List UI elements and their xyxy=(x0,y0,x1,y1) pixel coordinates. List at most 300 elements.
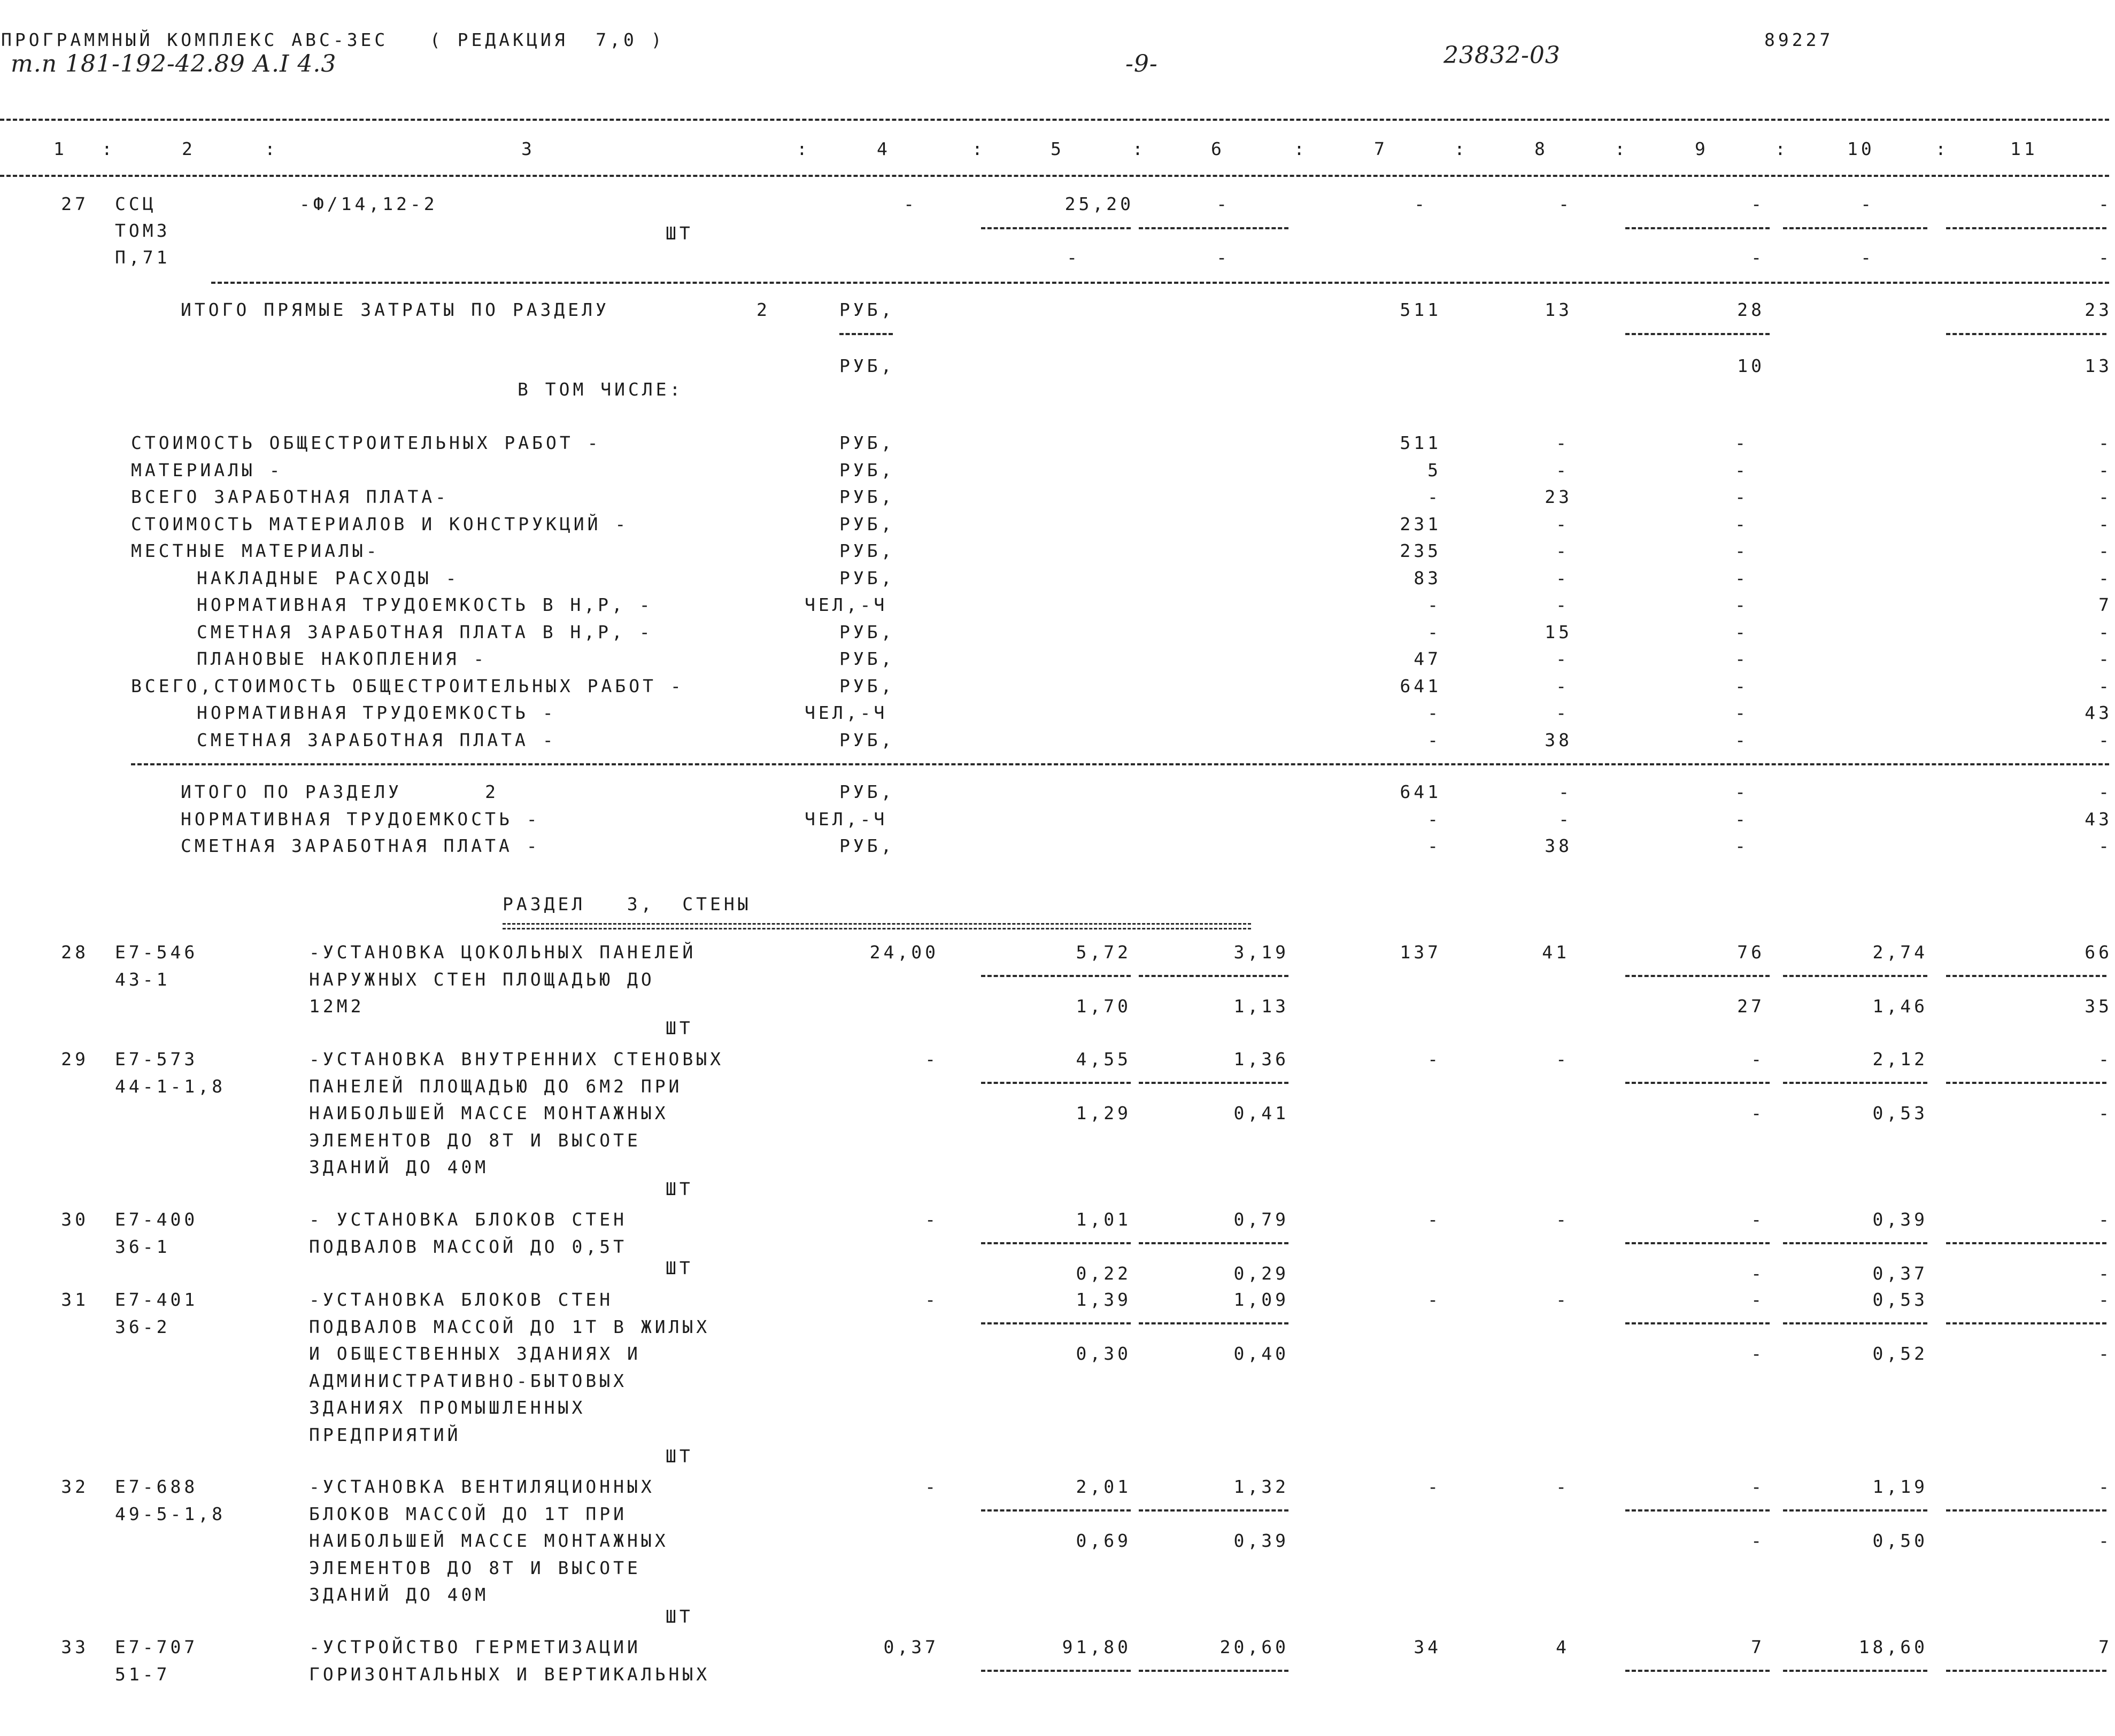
cell-divider xyxy=(981,1242,1131,1244)
cell-c7: - xyxy=(1427,1209,1441,1230)
breakdown-c11: - xyxy=(2098,621,2112,642)
item-code-line2: 43-1 xyxy=(115,968,171,990)
direct-costs-c9-lower: 10 xyxy=(1737,355,1765,376)
breakdown-c7: - xyxy=(1427,486,1441,507)
breakdown-c8: - xyxy=(1556,702,1570,723)
cell-divider xyxy=(981,1082,1131,1084)
breakdown-c7: - xyxy=(1427,702,1441,723)
cell-divider xyxy=(981,227,1131,229)
breakdown-label: СМЕТНАЯ ЗАРАБОТНАЯ ПЛАТА В Н,Р, - xyxy=(197,621,653,642)
cell-divider xyxy=(1625,1242,1770,1244)
cell-c10: 0,53 xyxy=(1872,1289,1928,1310)
cell-c7: - xyxy=(1427,1476,1441,1497)
cell-c11-lower: - xyxy=(2098,1343,2112,1364)
section-total-c9: - xyxy=(1735,781,1749,802)
section-total-c8: 38 xyxy=(1545,835,1572,856)
cell-c9: 76 xyxy=(1737,942,1765,963)
breakdown-c8: - xyxy=(1556,675,1570,696)
section-total-c11: 43 xyxy=(2085,808,2112,830)
item-code-line2: 51-7 xyxy=(115,1663,171,1685)
cell-c5: 1,39 xyxy=(1076,1289,1131,1310)
breakdown-c7: 47 xyxy=(1414,648,1441,669)
breakdown-c8: - xyxy=(1556,648,1570,669)
column-header: 2 xyxy=(182,138,196,159)
breakdown-c9: - xyxy=(1735,567,1749,588)
cell-c4: - xyxy=(925,1476,939,1497)
section-rule xyxy=(131,763,2109,765)
item-code: Е7-401 xyxy=(115,1289,198,1310)
cell-divider xyxy=(1783,1670,1927,1672)
cell-c6-lower: 0,29 xyxy=(1233,1263,1289,1284)
breakdown-unit: РУБ, xyxy=(839,486,895,507)
cell-c8: - xyxy=(1556,1476,1570,1497)
cell-c9-lower: - xyxy=(1751,1343,1765,1364)
cell-c11-lower: - xyxy=(2098,247,2112,268)
item-code-line2: 36-2 xyxy=(115,1316,171,1337)
cell-c8: - xyxy=(1556,1049,1570,1070)
item-number: 30 xyxy=(61,1209,89,1230)
item-unit: ШТ xyxy=(666,1017,693,1038)
cell-c9: - xyxy=(1751,193,1765,214)
direct-costs-c11: 23 xyxy=(2085,299,2112,320)
cell-divider xyxy=(1139,975,1288,977)
breakdown-c11: - xyxy=(2098,540,2112,561)
cell-divider xyxy=(1946,975,2106,977)
item-description-line: И ОБЩЕСТВЕННЫХ ЗДАНИЯХ И xyxy=(309,1343,641,1364)
column-separator: : xyxy=(265,138,279,159)
item-code: ССЦ xyxy=(115,193,157,214)
breakdown-c11: - xyxy=(2098,486,2112,507)
item-description-line: ЗДАНИЯХ ПРОМЫШЛЕННЫХ xyxy=(309,1397,586,1418)
cell-divider xyxy=(1625,1670,1770,1672)
cell-divider xyxy=(1783,1242,1927,1244)
cell-c10: 1,19 xyxy=(1872,1476,1928,1497)
cell-c4: - xyxy=(925,1289,939,1310)
column-header: 9 xyxy=(1695,138,1709,159)
breakdown-label: НАКЛАДНЫЕ РАСХОДЫ - xyxy=(197,567,460,588)
breakdown-unit: РУБ, xyxy=(839,729,895,750)
cell-c6: 3,19 xyxy=(1233,942,1289,963)
breakdown-label: ВСЕГО,СТОИМОСТЬ ОБЩЕСТРОИТЕЛЬНЫХ РАБОТ - xyxy=(131,675,684,696)
cell-c9-lower: 27 xyxy=(1737,996,1765,1017)
breakdown-unit: РУБ, xyxy=(839,540,895,561)
cell-c9: - xyxy=(1751,1289,1765,1310)
column-separator: : xyxy=(1132,138,1146,159)
cell-c5: 4,55 xyxy=(1076,1049,1131,1070)
breakdown-c9: - xyxy=(1735,432,1749,453)
cell-c8: 41 xyxy=(1542,942,1570,963)
cell-divider xyxy=(1946,1322,2106,1324)
breakdown-c8: 38 xyxy=(1545,729,1572,750)
column-header: 3 xyxy=(521,138,535,159)
breakdown-c9: - xyxy=(1735,459,1749,480)
section-total-c7: - xyxy=(1427,808,1441,830)
item-description-line: ЗДАНИЙ ДО 40М xyxy=(309,1157,489,1177)
breakdown-unit: РУБ, xyxy=(839,432,895,453)
cell-divider xyxy=(1946,1242,2106,1244)
cell-c9-lower: - xyxy=(1751,247,1765,268)
cell-divider xyxy=(1946,1509,2106,1512)
breakdown-c9: - xyxy=(1735,594,1749,615)
item-code-line2: 36-1 xyxy=(115,1236,171,1257)
item-description-line: -УСТАНОВКА ЦОКОЛЬНЫХ ПАНЕЛЕЙ xyxy=(309,942,697,963)
cell-c4: - xyxy=(904,193,917,214)
cell-c5-lower: 1,70 xyxy=(1076,996,1131,1017)
section-total-c8: - xyxy=(1558,781,1572,802)
cell-c9-lower: - xyxy=(1751,1263,1765,1284)
breakdown-unit: РУБ, xyxy=(839,513,895,534)
cell-divider xyxy=(1625,1082,1770,1084)
column-separator: : xyxy=(1935,138,1949,159)
cell-c9: - xyxy=(1751,1209,1765,1230)
item-description-line: ЭЛЕМЕНТОВ ДО 8Т И ВЫСОТЕ xyxy=(309,1129,641,1151)
cell-c6-lower: 1,13 xyxy=(1233,996,1289,1017)
breakdown-label: НОРМАТИВНАЯ ТРУДОЕМКОСТЬ В Н,Р, - xyxy=(197,594,653,615)
column-header: 7 xyxy=(1374,138,1388,159)
cell-divider xyxy=(1946,333,2106,335)
breakdown-c11: - xyxy=(2098,513,2112,534)
item-description-line: - УСТАНОВКА БЛОКОВ СТЕН xyxy=(309,1209,627,1230)
direct-costs-section: 2 xyxy=(757,299,770,320)
breakdown-unit: РУБ, xyxy=(839,675,895,696)
cell-c4: - xyxy=(925,1049,939,1070)
item-unit: ШТ xyxy=(666,1178,693,1199)
cell-c5: 25,20 xyxy=(1064,193,1134,214)
breakdown-c7: - xyxy=(1427,729,1441,750)
item-unit: ШТ xyxy=(666,1258,693,1278)
column-header: 8 xyxy=(1534,138,1548,159)
cell-c10-lower: 0,52 xyxy=(1872,1343,1928,1364)
cell-divider xyxy=(1139,1242,1288,1244)
column-separator: : xyxy=(1454,138,1468,159)
cell-c11-lower: - xyxy=(2098,1103,2112,1123)
cell-divider xyxy=(1139,1322,1288,1324)
breakdown-c9: - xyxy=(1735,540,1749,561)
breakdown-c8: 15 xyxy=(1545,621,1572,642)
breakdown-c7: 511 xyxy=(1400,432,1441,453)
program-title: ПРОГРАММНЫЙ КОМПЛЕКС АВС-ЗЕС ( РЕДАКЦИЯ 7,0 ) xyxy=(1,29,665,50)
cell-c11: - xyxy=(2098,1289,2112,1310)
item-number: 29 xyxy=(61,1049,89,1070)
cell-c6-lower: - xyxy=(1216,247,1230,268)
sheet-code: 89227 xyxy=(1764,29,1834,50)
breakdown-unit: ЧЕЛ,-Ч xyxy=(805,594,888,615)
cell-c4: - xyxy=(925,1209,939,1230)
section-total-c11: - xyxy=(2098,781,2112,802)
section-total-c7: - xyxy=(1427,835,1441,856)
item-description-line: ГОРИЗОНТАЛЬНЫХ И ВЕРТИКАЛЬНЫХ xyxy=(309,1663,711,1685)
breakdown-c8: - xyxy=(1556,513,1570,534)
item-description-line: ЗДАНИЙ ДО 40М xyxy=(309,1584,489,1605)
item-number: 27 xyxy=(61,193,89,214)
breakdown-label: СМЕТНАЯ ЗАРАБОТНАЯ ПЛАТА - xyxy=(197,729,557,750)
direct-costs-unit: РУБ, xyxy=(839,299,895,320)
item-code: Е7-688 xyxy=(115,1476,198,1497)
breakdown-c11: - xyxy=(2098,729,2112,750)
cell-c6-lower: 0,41 xyxy=(1233,1103,1289,1123)
breakdown-c8: - xyxy=(1556,432,1570,453)
breakdown-c11: - xyxy=(2098,567,2112,588)
cell-c11-lower: - xyxy=(2098,1530,2112,1551)
cell-divider xyxy=(981,975,1131,977)
column-header: 10 xyxy=(1847,138,1875,159)
item-code-line3: П,71 xyxy=(115,247,171,268)
breakdown-c7: 231 xyxy=(1400,513,1441,534)
item-number: 28 xyxy=(61,942,89,963)
cell-divider xyxy=(1625,227,1770,229)
cell-c7: 34 xyxy=(1414,1637,1441,1657)
cell-c10-lower: 1,46 xyxy=(1872,996,1928,1017)
breakdown-c11: 7 xyxy=(2098,594,2112,615)
cell-divider xyxy=(981,1670,1131,1672)
cell-c7: - xyxy=(1414,193,1428,214)
document-id: 23832-03 xyxy=(1444,42,1561,69)
cell-c7: - xyxy=(1427,1289,1441,1310)
cell-c11-lower: - xyxy=(2098,1263,2112,1284)
cell-c6: 20,60 xyxy=(1219,1637,1289,1657)
breakdown-label: ПЛАНОВЫЕ НАКОПЛЕНИЯ - xyxy=(197,648,488,669)
breakdown-label: СТОИМОСТЬ ОБЩЕСТРОИТЕЛЬНЫХ РАБОТ - xyxy=(131,432,601,453)
item-description-line: -УСТАНОВКА БЛОКОВ СТЕН xyxy=(309,1289,614,1310)
including-label: В ТОМ ЧИСЛЕ: xyxy=(518,379,684,400)
cell-divider xyxy=(1139,227,1288,229)
cell-divider xyxy=(1783,1509,1927,1512)
breakdown-c9: - xyxy=(1735,729,1749,750)
section-title: РАЗДЕЛ 3, СТЕНЫ xyxy=(503,894,752,914)
column-separator: : xyxy=(1775,138,1789,159)
cell-c11: 66 xyxy=(2085,942,2112,963)
cell-c4: 0,37 xyxy=(883,1637,939,1657)
item-unit: ШТ xyxy=(666,1606,693,1627)
cell-c6: 1,09 xyxy=(1233,1289,1289,1310)
breakdown-label: НОРМАТИВНАЯ ТРУДОЕМКОСТЬ - xyxy=(197,702,557,723)
breakdown-c11: - xyxy=(2098,648,2112,669)
cell-c5: 91,80 xyxy=(1062,1637,1131,1657)
cell-c11: - xyxy=(2098,193,2112,214)
item-description-line: НАРУЖНЫХ СТЕН ПЛОЩАДЬЮ ДО xyxy=(309,968,655,990)
breakdown-label: ВСЕГО ЗАРАБОТНАЯ ПЛАТА- xyxy=(131,486,449,507)
item-description: -Ф/14,12-2 xyxy=(299,193,438,214)
section-total-c9: - xyxy=(1735,808,1749,830)
item-code: Е7-400 xyxy=(115,1209,198,1230)
item-description-line: НАИБОЛЬШЕЙ МАССЕ МОНТАЖНЫХ xyxy=(309,1103,669,1123)
breakdown-c9: - xyxy=(1735,513,1749,534)
cell-divider xyxy=(1625,1509,1770,1512)
cell-c9: - xyxy=(1751,1049,1765,1070)
cell-divider xyxy=(981,1509,1131,1512)
header-rule-top xyxy=(0,119,2109,121)
item-code-line2: 49-5-1,8 xyxy=(115,1503,226,1524)
breakdown-c11: - xyxy=(2098,675,2112,696)
item-unit: ШТ xyxy=(666,223,693,244)
item-number: 31 xyxy=(61,1289,89,1310)
breakdown-c8: - xyxy=(1556,594,1570,615)
cell-c11: - xyxy=(2098,1209,2112,1230)
breakdown-c8: - xyxy=(1556,567,1570,588)
page-number: -9- xyxy=(1125,50,1158,78)
section-total-c11: - xyxy=(2098,835,2112,856)
cell-c10-lower: 0,37 xyxy=(1872,1263,1928,1284)
breakdown-c8: - xyxy=(1556,540,1570,561)
breakdown-c8: - xyxy=(1556,459,1570,480)
cell-c10: 2,12 xyxy=(1872,1049,1928,1070)
breakdown-unit: РУБ, xyxy=(839,648,895,669)
section-title-underline xyxy=(503,923,1251,929)
cell-divider xyxy=(1783,1322,1927,1324)
cell-divider xyxy=(1783,227,1927,229)
cell-c10-lower: 0,50 xyxy=(1872,1530,1928,1551)
breakdown-label: МАТЕРИАЛЫ - xyxy=(131,459,283,480)
cell-divider xyxy=(1946,227,2106,229)
cell-c11: - xyxy=(2098,1049,2112,1070)
item-description-line: АДМИНИСТРАТИВНО-БЫТОВЫХ xyxy=(309,1370,627,1391)
breakdown-c7: 641 xyxy=(1400,675,1441,696)
item-code: Е7-707 xyxy=(115,1637,198,1657)
breakdown-unit: РУБ, xyxy=(839,567,895,588)
cell-c11-lower: 35 xyxy=(2085,996,2112,1017)
cell-c6-lower: 0,39 xyxy=(1233,1530,1289,1551)
breakdown-c9: - xyxy=(1735,486,1749,507)
item-code: Е7-573 xyxy=(115,1049,198,1070)
cell-divider xyxy=(1946,1082,2106,1084)
column-header: 6 xyxy=(1211,138,1225,159)
item-description-line: ПОДВАЛОВ МАССОЙ ДО 1Т В ЖИЛЫХ xyxy=(309,1316,711,1337)
section-rule xyxy=(211,282,2109,284)
item-code: Е7-546 xyxy=(115,942,198,963)
cell-c10: 18,60 xyxy=(1858,1637,1928,1657)
cell-c8: - xyxy=(1556,1289,1570,1310)
cell-c10-lower: 0,53 xyxy=(1872,1103,1928,1123)
breakdown-c7: - xyxy=(1427,594,1441,615)
cell-c9-lower: - xyxy=(1751,1103,1765,1123)
cell-c8: - xyxy=(1556,1209,1570,1230)
direct-costs-c8: 13 xyxy=(1545,299,1572,320)
cell-c8: 4 xyxy=(1556,1637,1570,1657)
cell-c6: - xyxy=(1216,193,1230,214)
section-total-c9: - xyxy=(1735,835,1749,856)
column-header: 4 xyxy=(877,138,891,159)
cell-divider xyxy=(1783,975,1927,977)
item-description-line: 12М2 xyxy=(309,996,365,1017)
cell-c6-lower: 0,40 xyxy=(1233,1343,1289,1364)
cell-c11: - xyxy=(2098,1476,2112,1497)
column-header: 11 xyxy=(2010,138,2038,159)
section-total-unit: ЧЕЛ,-Ч xyxy=(805,808,888,830)
cell-c5: 1,01 xyxy=(1076,1209,1131,1230)
item-description-line: -УСТАНОВКА ВНУТРЕННИХ СТЕНОВЫХ xyxy=(309,1049,724,1070)
unit-divider xyxy=(839,333,893,335)
cell-c10-lower: - xyxy=(1861,247,1874,268)
section-total-unit: РУБ, xyxy=(839,781,895,802)
breakdown-c9: - xyxy=(1735,621,1749,642)
cell-c8: - xyxy=(1558,193,1572,214)
section-total-label: НОРМАТИВНАЯ ТРУДОЕМКОСТЬ - xyxy=(181,808,541,830)
cell-c4: 24,00 xyxy=(869,942,939,963)
breakdown-c8: 23 xyxy=(1545,486,1572,507)
section-total-c7: 641 xyxy=(1400,781,1441,802)
breakdown-c7: - xyxy=(1427,621,1441,642)
breakdown-label: СТОИМОСТЬ МАТЕРИАЛОВ И КОНСТРУКЦИЙ - xyxy=(131,513,629,534)
cell-c9: 7 xyxy=(1751,1637,1765,1657)
cell-c11: 7 xyxy=(2098,1637,2112,1657)
header-rule-bottom xyxy=(0,175,2109,177)
item-code-line2: 44-1-1,8 xyxy=(115,1075,226,1097)
item-number: 32 xyxy=(61,1476,89,1497)
direct-costs-unit-2: РУБ, xyxy=(839,355,895,376)
direct-costs-label: ИТОГО ПРЯМЫЕ ЗАТРАТЫ ПО РАЗДЕЛУ xyxy=(181,299,609,320)
item-description-line: ПОДВАЛОВ МАССОЙ ДО 0,5Т xyxy=(309,1236,627,1257)
direct-costs-c7: 511 xyxy=(1400,299,1441,320)
column-separator: : xyxy=(797,138,811,159)
cell-c10: - xyxy=(1861,193,1874,214)
cell-divider xyxy=(1139,1082,1288,1084)
breakdown-c7: 235 xyxy=(1400,540,1441,561)
cell-c7: 137 xyxy=(1400,942,1441,963)
cell-divider xyxy=(1625,1322,1770,1324)
cell-c6: 1,36 xyxy=(1233,1049,1289,1070)
document-code: т.п 181-192-42.89 А.I 4.3 xyxy=(11,50,337,78)
direct-costs-c11-lower: 13 xyxy=(2085,355,2112,376)
item-description-line: НАИБОЛЬШЕЙ МАССЕ МОНТАЖНЫХ xyxy=(309,1530,669,1551)
cell-c5-lower: 0,69 xyxy=(1076,1530,1131,1551)
cell-divider xyxy=(1783,1082,1927,1084)
cell-c6: 0,79 xyxy=(1233,1209,1289,1230)
breakdown-c9: - xyxy=(1735,702,1749,723)
item-unit: ШТ xyxy=(666,1446,693,1467)
column-header: 1 xyxy=(53,138,67,159)
item-description-line: ПАНЕЛЕЙ ПЛОЩАДЬЮ ДО 6М2 ПРИ xyxy=(309,1075,683,1097)
breakdown-c11: - xyxy=(2098,432,2112,453)
item-description-line: -УСТАНОВКА ВЕНТИЛЯЦИОННЫХ xyxy=(309,1476,655,1497)
item-description-line: ЭЛЕМЕНТОВ ДО 8Т И ВЫСОТЕ xyxy=(309,1557,641,1578)
breakdown-c7: 83 xyxy=(1414,567,1441,588)
cell-c5: 2,01 xyxy=(1076,1476,1131,1497)
item-code-line2: ТОМ3 xyxy=(115,220,171,241)
cell-c9-lower: - xyxy=(1751,1530,1765,1551)
column-separator: : xyxy=(1615,138,1628,159)
cell-c5-lower: 0,30 xyxy=(1076,1343,1131,1364)
cell-c7: - xyxy=(1427,1049,1441,1070)
cell-c5-lower: - xyxy=(1067,247,1080,268)
breakdown-c11: - xyxy=(2098,459,2112,480)
item-description-line: -УСТРОЙСТВО ГЕРМЕТИЗАЦИИ xyxy=(309,1637,641,1657)
cell-c10: 2,74 xyxy=(1872,942,1928,963)
cell-c6: 1,32 xyxy=(1233,1476,1289,1497)
cell-divider xyxy=(981,1322,1131,1324)
column-header: 5 xyxy=(1051,138,1064,159)
breakdown-unit: РУБ, xyxy=(839,621,895,642)
section-total-unit: РУБ, xyxy=(839,835,895,856)
cell-divider xyxy=(1139,1509,1288,1512)
breakdown-unit: ЧЕЛ,-Ч xyxy=(805,702,888,723)
breakdown-c9: - xyxy=(1735,648,1749,669)
column-separator: : xyxy=(1294,138,1308,159)
cell-divider xyxy=(1625,333,1770,335)
item-description-line: ПРЕДПРИЯТИЙ xyxy=(309,1424,461,1445)
item-number: 33 xyxy=(61,1637,89,1657)
item-description-line: БЛОКОВ МАССОЙ ДО 1Т ПРИ xyxy=(309,1503,627,1524)
cell-c9: - xyxy=(1751,1476,1765,1497)
breakdown-c7: 5 xyxy=(1427,459,1441,480)
cell-c5: 5,72 xyxy=(1076,942,1131,963)
section-total-label: ИТОГО ПО РАЗДЕЛУ 2 xyxy=(181,781,499,802)
cell-divider xyxy=(1946,1670,2106,1672)
cell-divider xyxy=(1625,975,1770,977)
cell-c5-lower: 0,22 xyxy=(1076,1263,1131,1284)
breakdown-c11: 43 xyxy=(2085,702,2112,723)
cell-c10: 0,39 xyxy=(1872,1209,1928,1230)
column-separator: : xyxy=(102,138,115,159)
